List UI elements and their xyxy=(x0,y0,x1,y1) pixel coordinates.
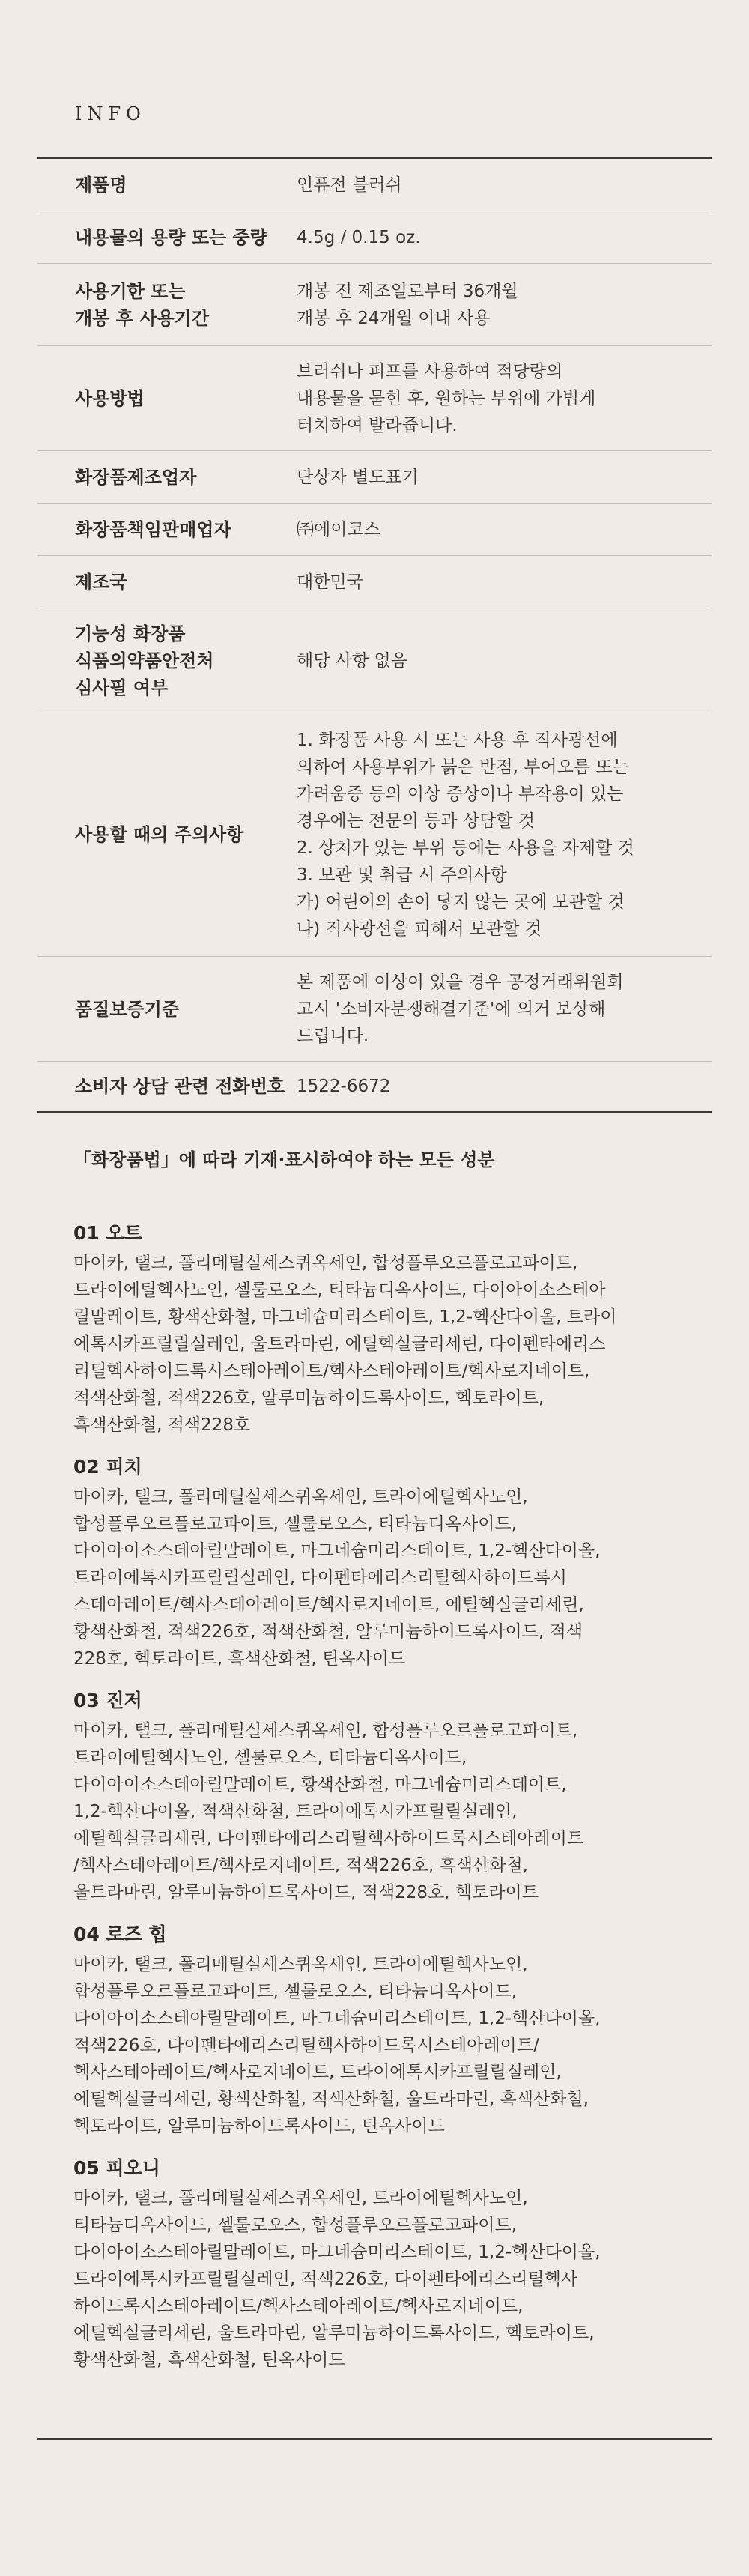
info-row-quality xyxy=(37,957,712,1062)
info-row-phone xyxy=(37,1062,712,1111)
ingredient-item xyxy=(73,1220,718,1439)
info-label: 내용물의 용량 또는 중량 xyxy=(75,226,267,248)
info-label: 화장품제조업자 xyxy=(75,466,197,488)
ingredient-title: 03 진저 xyxy=(73,1690,142,1711)
ingredient-title: 01 오트 xyxy=(73,1222,142,1244)
ingredient-list: 마이카, 탤크, 폴리메틸실세스퀴옥세인, 트라이에틸헥사노인, 합성플루오르플로고파이트, 셀룰로오스, 티타늄디옥사이드, 다이아이소스테아릴말레이트, 마그네슘미리스테이트, 1,2-헥산다이올, 트라이에톡시카프릴릴실레인, 다이펜타에리스리틸헥사하이드록시 스테아레이트/헥사스테아레이트/헥사로지네이트, 에틸헥실글리세린, 황색산화철, 적색226호, 적색산화철, 알루미늄하이드록사이드, 적색 228호, 헥토라이트, 흑색산화철, 틴옥사이드 xyxy=(73,1487,601,1669)
info-value: 대한민국 xyxy=(297,572,363,592)
info-row-manufacturer xyxy=(37,451,712,504)
ingredient-item xyxy=(73,1687,718,1906)
ingredient-list: 마이카, 탤크, 폴리메틸실세스퀴옥세인, 합성플루오르플로고파이트, 트라이에틸헥사노인, 셀룰로오스, 티타늄디옥사이드, 다이아이소스테아 릴말레이트, 황색산화철, 마그네슘미리스테이트, 1,2-헥산다이올, 트라이 에톡시카프릴릴실레인, 울트라마린, 에틸헥실글리세린, 다이펜타에리스 리틸헥사하이드록시스테아레이트/헥사스테아레이트/헥사로지네이트, 적색산화철, 적색226호, 알루미늄하이드록사이드, 헥토라이트, 흑색산화철, 적색228호 xyxy=(73,1254,617,1435)
ingredient-title: 02 피치 xyxy=(73,1456,142,1478)
info-row-volume xyxy=(37,211,712,264)
info-value: 인퓨전 블러쉬 xyxy=(297,175,402,195)
info-value: 본 제품에 이상이 있을 경우 공정거래위원회 고시 '소비자분쟁해결기준'에 의거 보상해 드립니다. xyxy=(297,972,624,1046)
info-table xyxy=(37,157,712,1113)
info-row-usage xyxy=(37,346,712,451)
info-row-functional xyxy=(37,608,712,713)
ingredients-section xyxy=(73,1146,718,2389)
info-label: 제조국 xyxy=(75,571,127,593)
info-row-precautions xyxy=(37,713,712,957)
ingredients-heading: 「화장품법」에 따라 기재·표시하여야 하는 모든 성분 xyxy=(73,1149,495,1170)
ingredient-list: 마이카, 탤크, 폴리메틸실세스퀴옥세인, 트라이에틸헥사노인, 티타늄디옥사이드, 셀룰로오스, 합성플루오르플로고파이트, 다이아이소스테아릴말레이트, 마그네슘미리스테이트, 1,2-헥산다이올, 트라이에톡시카프릴릴실레인, 적색226호, 다이펜타에리스리틸헥사 하이드록시스테아레이트/헥사스테아레이트/헥사로지네이트, 에틸헥실글리세린, 울트라마린, 알루미늄하이드록사이드, 헥토라이트, 황색산화철, 흑색산화철, 틴옥사이드 xyxy=(73,2189,601,2370)
ingredient-item xyxy=(73,1454,718,1672)
info-label: 기능성 화장품 식품의약품안전처 심사필 여부 xyxy=(75,623,214,698)
info-row-distributor xyxy=(37,504,712,556)
info-value: 1522-6672 xyxy=(297,1077,391,1096)
info-value: 단상자 별도표기 xyxy=(297,467,419,487)
info-label: 소비자 상담 관련 전화번호 xyxy=(75,1076,285,1097)
info-value: 브러쉬나 퍼프를 사용하여 적당량의 내용물을 묻힌 후, 원하는 부위에 가볍게 터치하여 발라줍니다. xyxy=(297,361,596,435)
ingredient-item xyxy=(73,2155,718,2374)
info-row-country xyxy=(37,556,712,608)
info-value: 1. 화장품 사용 시 또는 사용 후 직사광선에 의하여 사용부위가 붉은 반점, 부어오름 또는 가려움증 등의 이상 증상이나 부작용이 있는 경우에는 전문의 등과 상담할 것 2. 상처가 있는 부위 등에는 사용을 자제할 것 3. 보관 및 취급 시 주의사항 가) 어린이의 손이 닿지 않는 곳에 보관할 것 나) 직사광선을 피해서 보관할 것 xyxy=(297,731,634,939)
info-row-product-name xyxy=(37,159,712,211)
ingredient-title: 04 로즈 힙 xyxy=(73,1923,167,1945)
ingredient-item xyxy=(73,1921,718,2140)
info-label: 사용기한 또는 개봉 후 사용기간 xyxy=(75,280,209,329)
info-value: 개봉 전 제조일로부터 36개월 개봉 후 24개월 이내 사용 xyxy=(297,281,518,328)
info-label: 사용할 때의 주의사항 xyxy=(75,824,244,845)
info-label: 제품명 xyxy=(75,174,127,196)
ingredient-title: 05 피오니 xyxy=(73,2157,160,2179)
info-label: 화장품책임판매업자 xyxy=(75,518,231,540)
info-value: 4.5g / 0.15 oz. xyxy=(297,227,421,247)
section-title: INFO xyxy=(75,103,146,124)
info-label: 품질보증기준 xyxy=(75,998,180,1020)
info-label: 사용방법 xyxy=(75,387,145,409)
bottom-divider xyxy=(37,2438,712,2440)
info-value: 해당 사항 없음 xyxy=(297,650,407,671)
ingredient-list: 마이카, 탤크, 폴리메틸실세스퀴옥세인, 트라이에틸헥사노인, 합성플루오르플로고파이트, 셀룰로오스, 티타늄디옥사이드, 다이아이소스테아릴말레이트, 마그네슘미리스테이트, 1,2-헥산다이올, 적색226호, 다이펜타에리스리틸헥사하이드록시스테아레이트/ 헥사스테아레이트/헥사로지네이트, 트라이에톡시카프릴릴실레인, 에틸헥실글리세린, 황색산화철, 적색산화철, 울트라마린, 흑색산화철, 헥토라이트, 알루미늄하이드록사이드, 틴옥사이드 xyxy=(73,1955,601,2136)
ingredient-list: 마이카, 탤크, 폴리메틸실세스퀴옥세인, 합성플루오르플로고파이트, 트라이에틸헥사노인, 셀룰로오스, 티타늄디옥사이드, 다이아이소스테아릴말레이트, 황색산화철, 마그네슘미리스테이트, 1,2-헥산다이올, 적색산화철, 트라이에톡시카프릴릴실레인, 에틸헥실글리세린, 다이펜타에리스리틸헥사하이드록시스테아레이트 /헥사스테아레이트/헥사로지네이트, 적색226호, 흑색산화철, 울트라마린, 알루미늄하이드록사이드, 적색228호, 헥토라이트 xyxy=(73,1721,584,1902)
info-value: ㈜에이코스 xyxy=(297,519,380,539)
info-row-expiry xyxy=(37,264,712,346)
